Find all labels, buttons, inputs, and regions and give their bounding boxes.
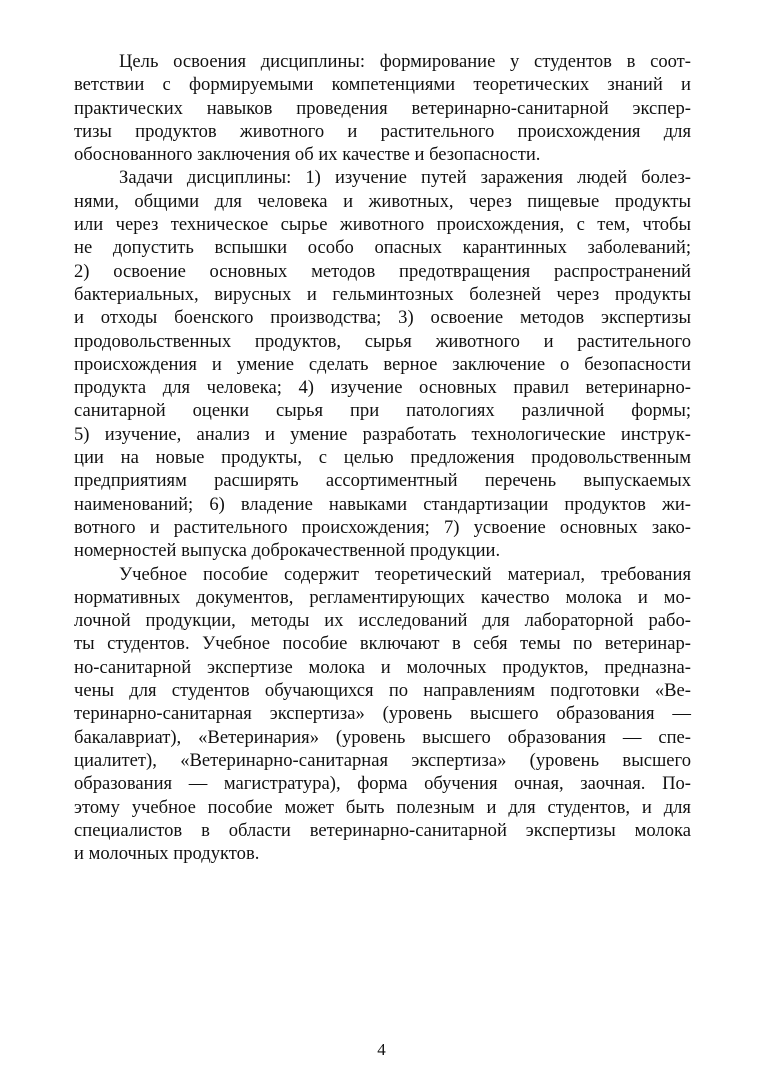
text-line: наименований; 6) владение навыками стандартизации продуктов жи- [74, 493, 691, 515]
paragraph-goal [74, 50, 691, 166]
text-line: практических навыков проведения ветеринарно-санитарной экспер- [74, 97, 691, 119]
text-line: нормативных документов, регламентирующих качество молока и мо- [74, 586, 691, 608]
text-line: происхождения и умение сделать верное заключение о безопасности [74, 353, 691, 375]
text-line: ции на новые продукты, с целью предложения продовольственным [74, 447, 691, 469]
text-line: Задачи дисциплины: 1) изучение путей заражения людей болез- [119, 167, 691, 189]
text-line: продовольственных продуктов, сырья животного и растительного [74, 330, 691, 352]
text-line: нями, общими для человека и животных, через пищевые продукты [74, 190, 691, 212]
text-line: не допустить вспышки особо опасных карантинных заболеваний; [74, 237, 691, 259]
text-line: образования — магистратура), форма обучения очная, заочная. По- [74, 773, 691, 795]
text-line: Учебное пособие содержит теоретический материал, требования [119, 563, 691, 585]
text-line: бакалавриат), «Ветеринария» (уровень высшего образования — спе- [74, 726, 691, 748]
text-line: или через техническое сырье животного происхождения, с тем, чтобы [74, 214, 691, 236]
text-line: номерностей выпуска доброкачественной продукции. [74, 540, 501, 562]
text-line: ты студентов. Учебное пособие включают в себя темы по ветеринар- [74, 633, 691, 655]
text-line: ветствии с формируемыми компетенциями теоретических знаний и [74, 74, 691, 96]
text-line: но-санитарной экспертизе молока и молочных продуктов, предназна- [74, 656, 691, 678]
paragraph-textbook [74, 563, 691, 866]
paragraph-tasks [74, 166, 691, 562]
text-line: специалистов в области ветеринарно-санитарной экспертизы молока [74, 819, 691, 841]
text-line: санитарной оценки сырья при патологиях различной формы; [74, 400, 691, 422]
text-line: обоснованного заключения об их качестве и безопасности. [74, 144, 541, 166]
text-line: Цель освоения дисциплины: формирование у студентов в соот- [119, 51, 691, 72]
text-line: и отходы боенского производства; 3) освоение методов экспертизы [74, 307, 691, 329]
text-line: продукта для человека; 4) изучение основных правил ветеринарно- [74, 377, 691, 399]
text-line: лочной продукции, методы их исследований для лабораторной рабо- [74, 610, 691, 632]
page-number: 4 [377, 1040, 386, 1059]
text-line: этому учебное пособие может быть полезным и для студентов, и для [74, 796, 691, 818]
text-line: циалитет), «Ветеринарно-санитарная экспертиза» (уровень высшего [74, 749, 691, 771]
text-line: 2) освоение основных методов предотвращения распространений [74, 260, 691, 282]
text-line: предприятиям расширять ассортиментный перечень выпускаемых [74, 470, 691, 492]
text-line: бактериальных, вирусных и гельминтозных болезней через продукты [74, 283, 691, 305]
text-line: и молочных продуктов. [74, 843, 260, 865]
text-line: чены для студентов обучающихся по направлениям подготовки «Ве- [74, 680, 691, 702]
text-line: тизы продуктов животного и растительного происхождения для [74, 120, 691, 142]
document-page [74, 50, 691, 865]
text-line: вотного и растительного происхождения; 7) усвоение основных зако- [74, 516, 691, 538]
text-line: теринарно-санитарная экспертиза» (уровень высшего образования — [74, 703, 691, 725]
text-line: 5) изучение, анализ и умение разработать технологические инструк- [74, 423, 691, 445]
